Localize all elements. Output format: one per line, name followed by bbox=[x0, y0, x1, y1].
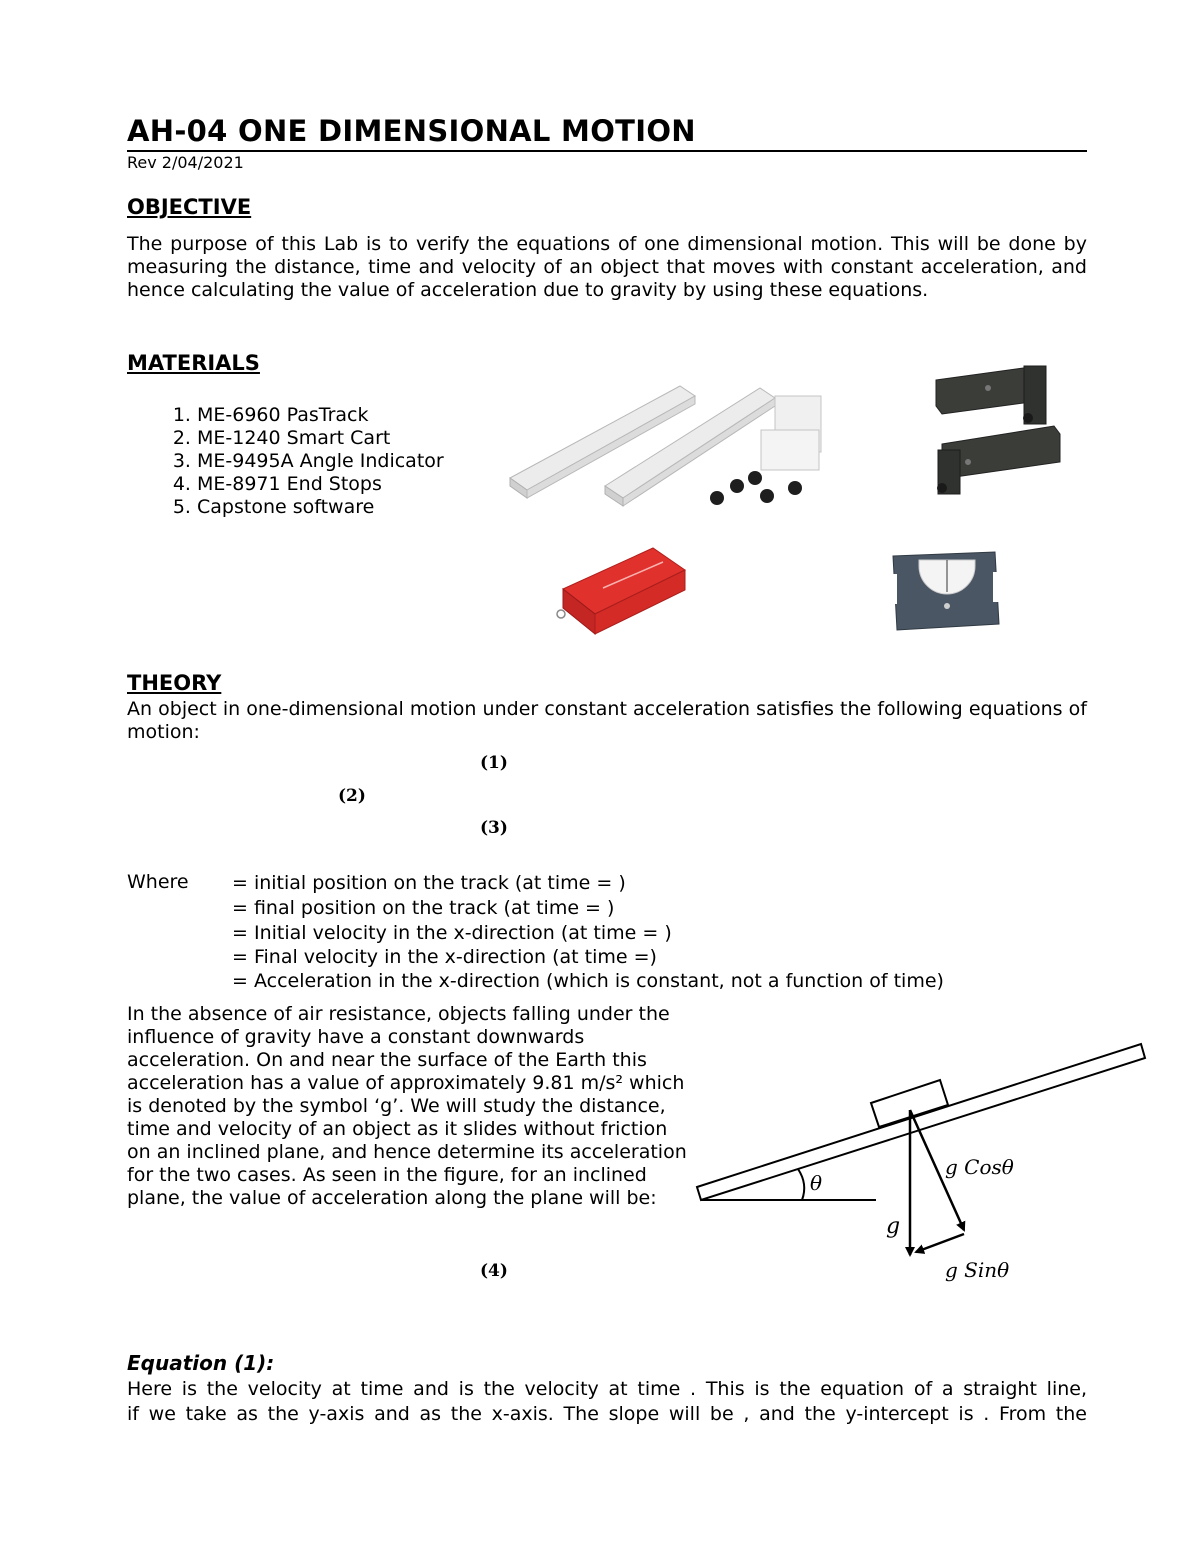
smart-cart-image bbox=[553, 544, 693, 644]
equation1-text bbox=[127, 1377, 1087, 1427]
theory-heading: THEORY bbox=[127, 671, 222, 695]
equation1-line1: Here is the velocity at time and is the velocity at time . This is the equation of a straight line, bbox=[127, 1378, 1087, 1400]
revision-date: Rev 2/04/2021 bbox=[127, 153, 244, 172]
g-sin-label: g Sinθ bbox=[945, 1258, 1010, 1282]
objective-heading: OBJECTIVE bbox=[127, 195, 252, 219]
g-label: g bbox=[886, 1214, 901, 1239]
materials-list bbox=[127, 404, 444, 519]
pastrack-image bbox=[505, 378, 835, 518]
gravity-paragraph: In the absence of air resistance, objects falling under the influence of gravity have a constant downwards acceleration. On and near the surface of the Earth this acceleration has a value of approximately 9.81 m/s² which is denoted by the symbol ‘g’. We will study the distance, time and velocity of an object as it slides without friction on an inclined plane, and hence determine its acceleration for the two cases. As seen in the figure, for an inclined plane, the value of acceleration along the plane will be: bbox=[127, 1003, 687, 1209]
list-item: 4. ME-8971 End Stops bbox=[197, 473, 444, 496]
page-title: AH-04 ONE DIMENSIONAL MOTION bbox=[127, 114, 1087, 152]
definition-acceleration: = Acceleration in the x-direction (which is constant, not a function of time) bbox=[232, 970, 944, 992]
equation-number-3: (3) bbox=[480, 818, 508, 838]
inclined-plane-diagram bbox=[690, 1040, 1160, 1300]
list-item: 1. ME-6960 PasTrack bbox=[197, 404, 444, 427]
angle-arc bbox=[798, 1169, 804, 1200]
g-cos-label: g Cosθ bbox=[945, 1155, 1014, 1179]
list-item: 5. Capstone software bbox=[197, 496, 444, 519]
end-stops-image bbox=[928, 358, 1068, 503]
definition-initial-velocity: = Initial velocity in the x-direction (at time = ) bbox=[232, 922, 672, 944]
incline-plank bbox=[697, 1044, 1145, 1200]
equation-number-4: (4) bbox=[480, 1261, 508, 1281]
equation-number-2: (2) bbox=[338, 786, 366, 806]
angle-indicator-image bbox=[885, 546, 1005, 636]
definition-final-position: = final position on the track (at time = ) bbox=[232, 897, 615, 919]
objective-text: The purpose of this Lab is to verify the equations of one dimensional motion. This will be done by measuring the distance, time and velocity of an object that moves with constant acceleration, and hence calculating the value of acceleration due to gravity by using these equations. bbox=[127, 233, 1087, 301]
definition-initial-position: = initial position on the track (at time = ) bbox=[232, 872, 626, 894]
g-sin-vector bbox=[916, 1234, 964, 1252]
list-item: 2. ME-1240 Smart Cart bbox=[197, 427, 444, 450]
definition-final-velocity: = Final velocity in the x-direction (at time =) bbox=[232, 946, 657, 968]
angle-label: θ bbox=[810, 1171, 823, 1195]
equation1-heading: Equation (1): bbox=[127, 1351, 275, 1375]
equation-number-1: (1) bbox=[480, 753, 508, 773]
equation1-line2: if we take as the y-axis and as the x-axis. The slope will be , and the y-intercept is . From the bbox=[127, 1403, 1087, 1425]
list-item: 3. ME-9495A Angle Indicator bbox=[197, 450, 444, 473]
theory-intro: An object in one-dimensional motion under constant acceleration satisfies the following equations of motion: bbox=[127, 698, 1087, 743]
where-label: Where bbox=[127, 871, 189, 893]
materials-heading: MATERIALS bbox=[127, 351, 260, 375]
